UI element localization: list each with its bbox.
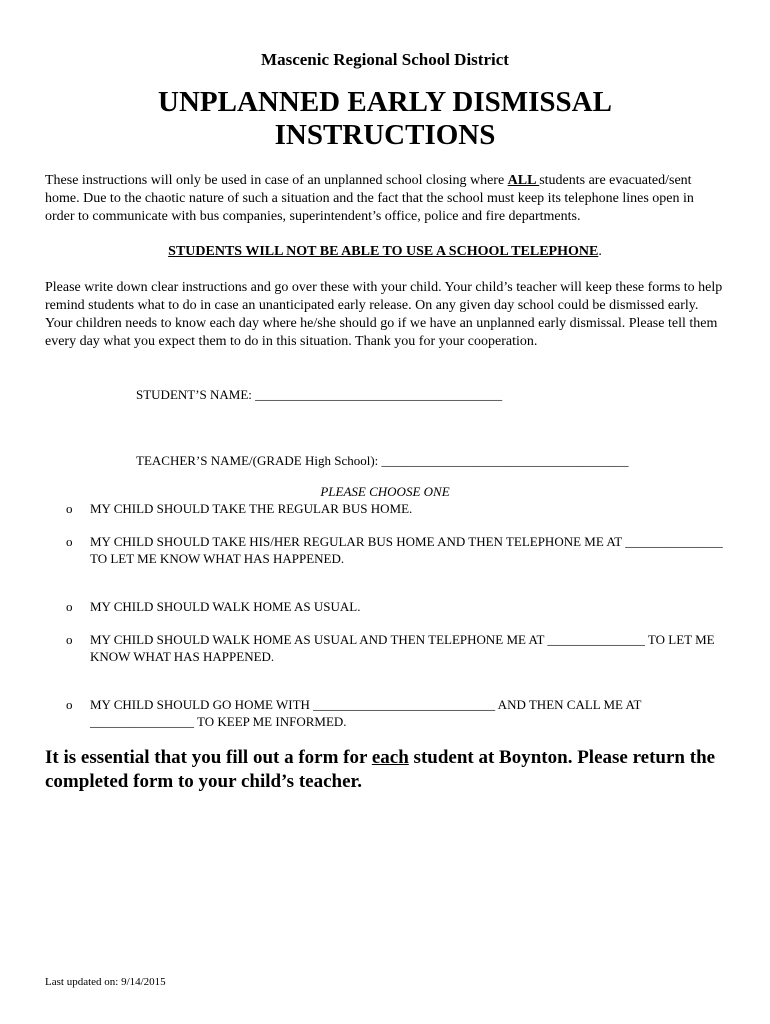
checkbox-circle-icon[interactable]: o	[66, 599, 73, 614]
title-line-1: UNPLANNED EARLY DISMISSAL	[158, 86, 612, 118]
choose-one-label: PLEASE CHOOSE ONE	[320, 484, 450, 499]
checkbox-circle-icon[interactable]: o	[66, 632, 73, 647]
checkbox-circle-icon[interactable]: o	[66, 697, 73, 712]
option-text: MY CHILD SHOULD TAKE HIS/HER REGULAR BUS HOME AND THEN TELEPHONE ME AT _______________ TO LET ME KNOW WHAT HAS HAPPENED.	[90, 534, 723, 566]
title-line-2: INSTRUCTIONS	[274, 119, 496, 151]
option-text: MY CHILD SHOULD TAKE THE REGULAR BUS HOME.	[90, 501, 413, 516]
option-text: MY CHILD SHOULD GO HOME WITH ____________________________ AND THEN CALL ME AT ________________ TO KEEP ME INFORMED.	[90, 697, 642, 729]
checkbox-circle-icon[interactable]: o	[66, 534, 73, 549]
district-name: Mascenic Regional School District	[261, 50, 509, 69]
instructions-paragraph: Please write down clear instructions and go over these with your child. Your child’s teacher will keep these forms to help remind students what to do in case an unanticipated early release. On any given day school could be dismissed early. Your children needs to know each day where he/she should go if we have an unplanned early dismissal. Please tell them every day what you expect them to do in this situation. Thank you for your cooperation.	[45, 280, 723, 349]
last-updated-footer: Last updated on: 9/14/2015	[45, 976, 166, 988]
option-text: MY CHILD SHOULD WALK HOME AS USUAL AND THEN TELEPHONE ME AT _______________ TO LET ME KNOW WHAT HAS HAPPENED.	[90, 632, 715, 664]
intro-text-1: These instructions will only be used in case of an unplanned school closing where	[45, 173, 508, 188]
student-name-field[interactable]: STUDENT’S NAME: ______________________________________	[136, 387, 503, 402]
option-text: MY CHILD SHOULD WALK HOME AS USUAL.	[90, 599, 361, 614]
warning-text: STUDENTS WILL NOT BE ABLE TO USE A SCHOOL TELEPHONE	[168, 244, 599, 259]
telephone-warning	[0, 243, 770, 261]
essential-notice	[45, 746, 735, 794]
essential-text-2: student at Boynton. Please return the completed form to your child’s teacher.	[45, 747, 716, 792]
option-go-home-with[interactable]	[66, 696, 726, 730]
option-bus-home-and-call[interactable]	[66, 533, 726, 567]
teacher-name-field[interactable]: TEACHER’S NAME/(GRADE High School): ______________________________________	[136, 453, 629, 468]
intro-text-2: students are evacuated/sent home. Due to the chaotic nature of such a situation and the fact that the school must keep its telephone lines open in order to communicate with bus companies, superintendent’s office, police and fire departments.	[45, 173, 694, 224]
essential-emphasis: each	[371, 747, 409, 768]
option-walk-home[interactable]	[66, 598, 726, 615]
page-title	[0, 86, 770, 152]
intro-emphasis: ALL	[507, 173, 540, 188]
option-walk-home-and-call[interactable]	[66, 631, 726, 665]
option-bus-home[interactable]	[66, 500, 726, 517]
warning-suffix: .	[598, 244, 602, 259]
essential-text-1: It is essential that you fill out a form for	[45, 747, 372, 768]
intro-paragraph	[45, 172, 725, 226]
checkbox-circle-icon[interactable]: o	[66, 501, 73, 516]
